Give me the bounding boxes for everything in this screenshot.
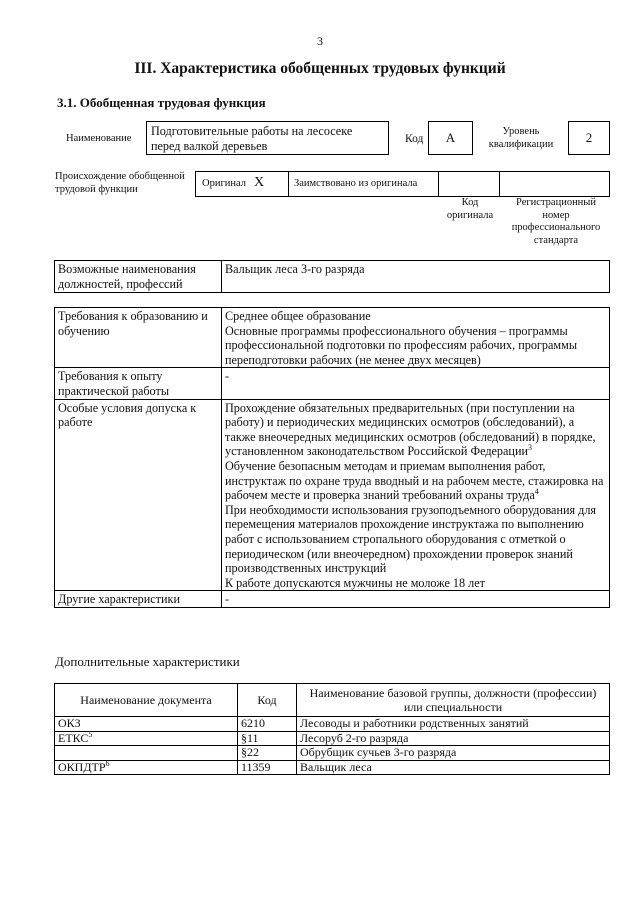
section-title: III. Характеристика обобщенных трудовых функций [134, 60, 506, 77]
table-row [55, 746, 610, 761]
name-cell: Обрубщик сучьев 3-го разряда [297, 746, 610, 761]
code-cell: §22 [238, 746, 297, 761]
table-row [55, 760, 610, 775]
doc-cell: ОКЗ [55, 717, 238, 732]
original-box [195, 171, 289, 197]
code-cell: 6210 [238, 717, 297, 732]
doc-cell [55, 746, 238, 761]
borrowed-label: Заимствовано из оригинала [294, 178, 418, 189]
doc-cell: ОКПДТР$^6$ [55, 760, 238, 775]
possible-names-label: Возможные наименования должностей, профессий [55, 261, 222, 293]
code-original-box [438, 171, 500, 197]
name-cell: Лесоводы и работники родственных занятий [297, 717, 610, 732]
original-label: Оригинал [202, 178, 246, 189]
level-value-box [568, 121, 610, 155]
code-value: А [445, 130, 456, 145]
origin-label: Происхождение обобщенной трудовой функции [55, 171, 185, 195]
table-row [55, 368, 610, 399]
code-cell: 11359 [238, 760, 297, 775]
footnote-mark: 6 [105, 758, 110, 768]
col-header-document: Наименование документа [55, 684, 238, 717]
code-value-box [428, 121, 473, 155]
name-cell: Вальщик леса [297, 760, 610, 775]
additional-table [54, 683, 610, 775]
level-label: Уровень квалификации [488, 126, 554, 150]
conditions-line: Обучение безопасным методам и приемам выполнения работ, инструктаж по охране труда вводный и на рабочем месте, стажировка на рабочем месте и проверка знаний требований охраны труда$^4$ [225, 458, 604, 503]
table-row [55, 731, 610, 746]
special-conditions-value [222, 399, 610, 591]
education-line: Среднее общее образование [225, 309, 371, 323]
table-row [55, 717, 610, 732]
experience-label: Требования к опыту практической работы [55, 368, 222, 399]
name-cell: Лесоруб 2-го разряда [297, 731, 610, 746]
possible-names-value: Вальщик леса 3-го разряда [222, 261, 610, 293]
footnote-mark: 4 [534, 487, 539, 497]
footnote-mark: 3 [528, 443, 533, 453]
code-original-label: Код оригинала [446, 197, 494, 221]
possible-names-table [54, 260, 610, 293]
code-label: Код [405, 133, 424, 145]
original-mark: X [254, 175, 265, 190]
special-conditions-label: Особые условия допуска к работе [55, 399, 222, 591]
table-header-row [55, 684, 610, 717]
education-value [222, 308, 610, 368]
col-header-code: Код [238, 684, 297, 717]
name-value-box [146, 121, 389, 155]
code-cell: §11 [238, 731, 297, 746]
conditions-line: К работе допускаются мужчины не моложе 18 лет [225, 575, 485, 590]
level-value: 2 [585, 130, 593, 145]
table-row [55, 591, 610, 608]
education-label: Требования к образованию и обучению [55, 308, 222, 368]
requirements-table [54, 307, 610, 608]
other-value: - [222, 591, 610, 608]
conditions-line: При необходимости использования грузоподъемного оборудования для перемещения материалов прохождение инструктажа по выполнению работ с использованием стропального оборудования с отметкой о периодическом (или внеочередном) прохождении проверок знаний производственных инструкций [225, 502, 597, 576]
table-row [55, 399, 610, 591]
other-label: Другие характеристики [55, 591, 222, 608]
subsection-title: 3.1. Обобщенная трудовая функция [57, 95, 266, 110]
reg-number-box [499, 171, 610, 197]
col-header-name: Наименование базовой группы, должности (профессии) или специальности [297, 684, 610, 717]
name-label: Наименование [66, 133, 132, 144]
name-value: Подготовительные работы на лесосеке перед валкой деревьев [151, 124, 353, 153]
doc-cell: ЕТКС$^5$ [55, 731, 238, 746]
reg-number-label: Регистрационный номер профессионального стандарта [511, 197, 601, 246]
borrowed-box [288, 171, 439, 197]
footnote-mark: 5 [88, 729, 93, 739]
page-number: 3 [317, 34, 323, 48]
table-row [55, 308, 610, 368]
experience-value: - [222, 368, 610, 399]
conditions-line: Прохождение обязательных предварительных (при поступлении на работу) и периодических медицинских осмотров (обследований), а также внеочередных медицинских осмотров (обследований) в порядке, установленном законодательством Российской Федерации$^3$ [225, 400, 596, 459]
education-line: Основные программы профессионального обучения – программы профессиональной подготовки по профессиям рабочих, программы переподготовки рабочих (не менее двух месяцев) [225, 323, 578, 367]
additional-title: Дополнительные характеристики [55, 654, 240, 669]
